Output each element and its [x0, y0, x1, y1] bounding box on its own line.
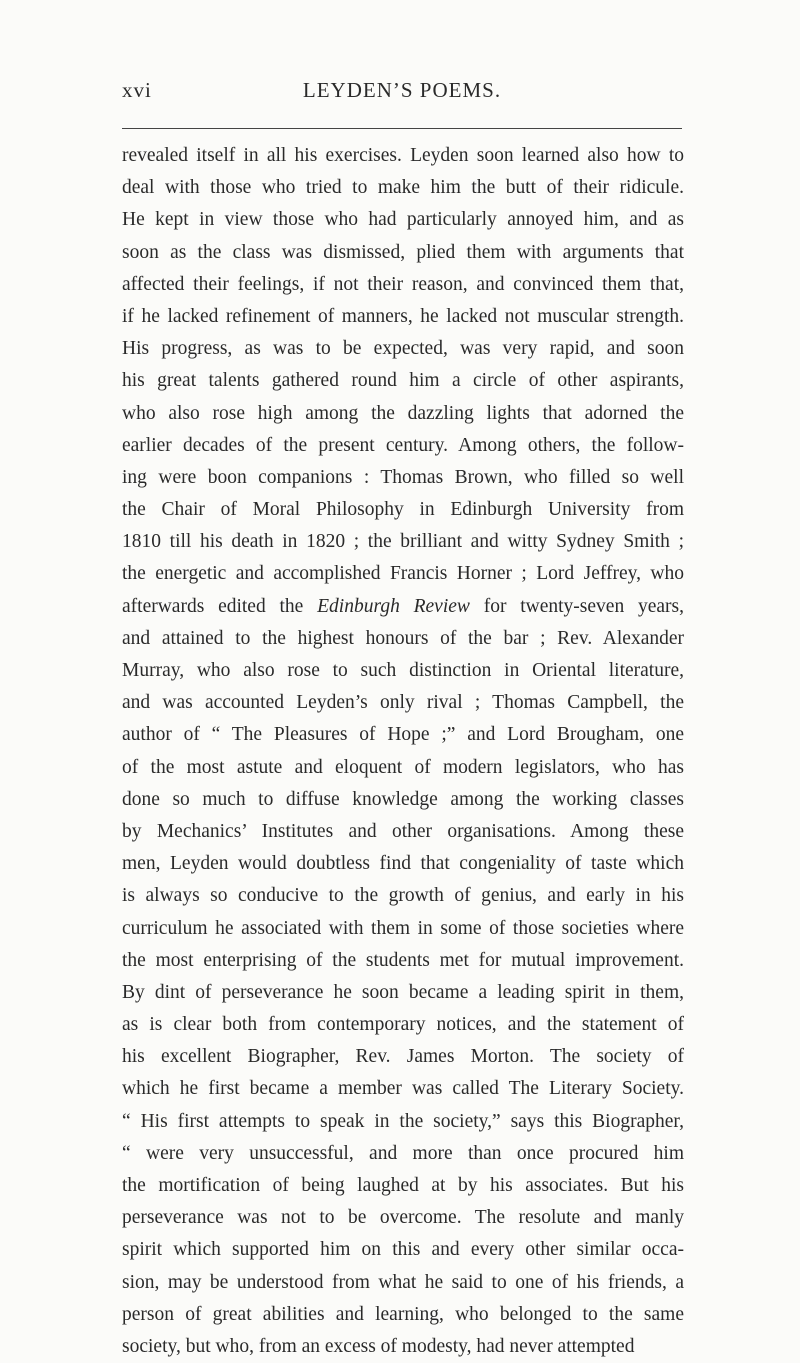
- text-line: sion, may be understood from what he said to one of his friends, a: [122, 1271, 684, 1293]
- text-line: and was accounted Leyden’s only rival ; Thomas Campbell, the: [122, 692, 684, 714]
- text-line: as is clear both from contemporary notices, and the statement of: [122, 1014, 684, 1036]
- text-line: spirit which supported him on this and every other similar occa-: [122, 1239, 684, 1261]
- text-line: done so much to diffuse knowledge among the working classes: [122, 788, 684, 810]
- text-line: ing were boon companions : Thomas Brown, who filled so well: [122, 466, 684, 488]
- text-line: by Mechanics’ Institutes and other organisations. Among these: [122, 820, 684, 842]
- text-line: By dint of perseverance he soon became a leading spirit in them,: [122, 981, 684, 1003]
- text-line: is always so conducive to the growth of genius, and early in his: [122, 885, 684, 907]
- text-line-with-italic: [122, 591, 684, 623]
- text-line: earlier decades of the present century. Among others, the follow-: [122, 434, 684, 456]
- text-line: men, Leyden would doubtless find that congeniality of taste which: [122, 853, 684, 875]
- text-line: the most enterprising of the students met for mutual improvement.: [122, 949, 684, 971]
- text-line: the mortification of being laughed at by his associates. But his: [122, 1175, 684, 1196]
- text-fragment: afterwards edited the: [122, 595, 304, 617]
- text-line: “ His first attempts to speak in the society,” says this Biographer,: [122, 1110, 684, 1132]
- text-line: his excellent Biographer, Rev. James Morton. The society of: [122, 1046, 684, 1068]
- text-line: His progress, as was to be expected, was very rapid, and soon: [122, 338, 684, 360]
- page-header: [122, 78, 682, 108]
- text-line: the energetic and accomplished Francis Horner ; Lord Jeffrey, who: [122, 563, 684, 585]
- text-line: “ were very unsuccessful, and more than once procured him: [122, 1142, 684, 1164]
- text-line: society, but who, from an excess of modesty, had never attempted: [122, 1335, 635, 1357]
- text-line: curriculum he associated with them in some of those societies where: [122, 917, 684, 939]
- text-line: person of great abilities and learning, who belonged to the same: [122, 1303, 684, 1325]
- text-line: 1810 till his death in 1820 ; the brilliant and witty Sydney Smith ;: [122, 531, 684, 553]
- text-line: who also rose high among the dazzling lights that adorned the: [122, 402, 684, 424]
- page-number: xvi: [122, 78, 152, 102]
- text-line: perseverance was not to be overcome. The resolute and manly: [122, 1207, 684, 1229]
- text-line: if he lacked refinement of manners, he lacked not muscular strength.: [122, 305, 684, 327]
- text-line: of the most astute and eloquent of modern legislators, who has: [122, 756, 684, 778]
- text-line: deal with those who tried to make him the butt of their ridicule.: [122, 177, 684, 199]
- text-fragment: for twenty-seven years,: [483, 595, 684, 617]
- running-title: LEYDEN’S POEMS.: [302, 78, 502, 102]
- body-text: [122, 140, 684, 1363]
- text-line: and attained to the highest honours of the bar ; Rev. Alexander: [122, 627, 684, 649]
- text-line: the Chair of Moral Philosophy in Edinburgh University from: [122, 499, 684, 521]
- italic-title: Edinburgh Review: [317, 595, 470, 617]
- text-line: affected their feelings, if not their reason, and convinced them that,: [122, 273, 684, 295]
- text-line: author of “ The Pleasures of Hope ;” and Lord Brougham, one: [122, 724, 684, 746]
- text-line: Murray, who also rose to such distinction in Oriental literature,: [122, 660, 684, 681]
- text-line: which he first became a member was called The Literary Society.: [122, 1078, 684, 1100]
- header-rule: [122, 128, 682, 129]
- text-line: He kept in view those who had particularly annoyed him, and as: [122, 209, 684, 231]
- text-line: his great talents gathered round him a circle of other aspirants,: [122, 370, 684, 392]
- text-line: soon as the class was dismissed, plied them with arguments that: [122, 241, 684, 263]
- text-line: revealed itself in all his exercises. Leyden soon learned also how to: [122, 145, 684, 166]
